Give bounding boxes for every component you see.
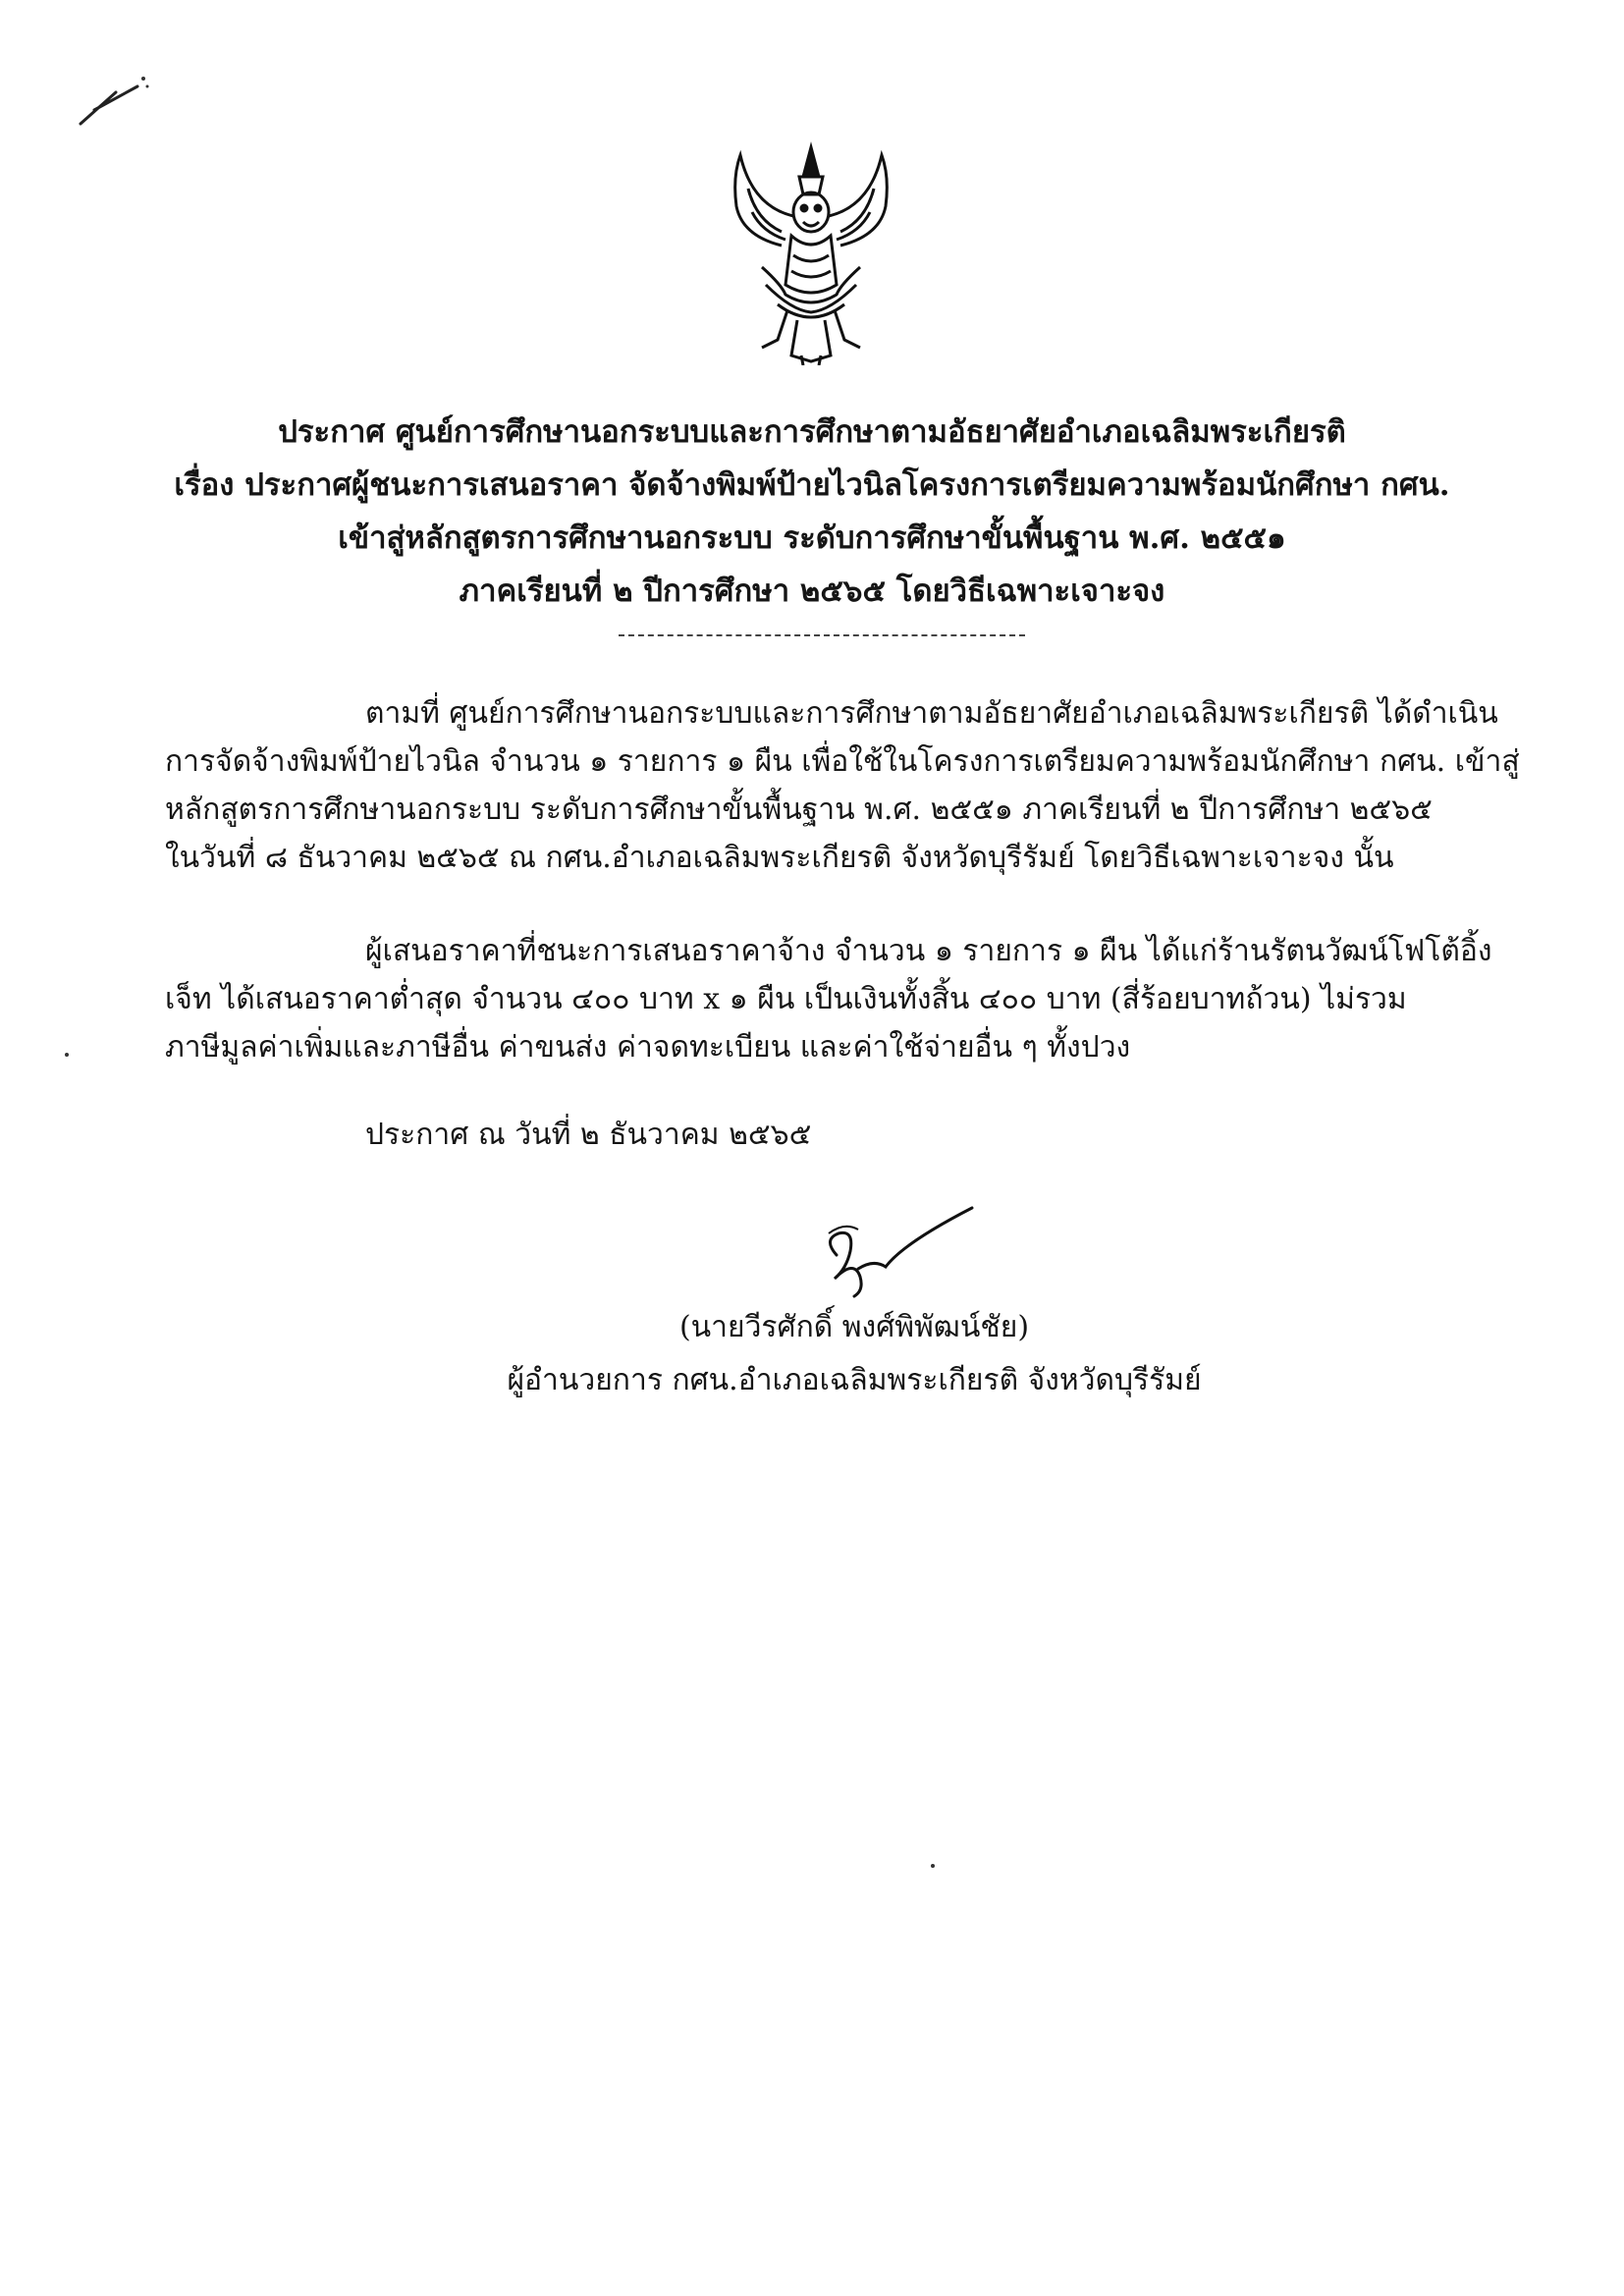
paragraph-1	[165, 689, 1520, 882]
title-line-1: ประกาศ ศูนย์การศึกษานอกระบบและการศึกษาตามอัธยาศัยอำเภอเฉลิมพระเกียรติ	[278, 414, 1346, 450]
pen-mark	[77, 69, 155, 137]
paragraph-1-line: ตามที่ ศูนย์การศึกษานอกระบบและการศึกษาตามอัธยาศัยอำเภอเฉลิมพระเกียรติ ได้ดำเนิน	[365, 696, 1498, 731]
announcement-date: ประกาศ ณ วันที่ ๒ ธันวาคม ๒๕๖๕	[365, 1118, 812, 1152]
paragraph-1-line: การจัดจ้างพิมพ์ป้ายไวนิล จำนวน ๑ รายการ ๑ ผืน เพื่อใช้ในโครงการเตรียมความพร้อมนักศึกษา กศน. เข้าสู่	[165, 744, 1520, 779]
title-line-3: เข้าสู่หลักสูตรการศึกษานอกระบบ ระดับการศึกษาขั้นพื้นฐาน พ.ศ. ๒๕๕๑	[338, 520, 1286, 556]
title-line-4: ภาคเรียนที่ ๒ ปีการศึกษา ๒๕๖๕ โดยวิธีเฉพาะเจาะจง	[459, 574, 1165, 609]
signer-name: (นายวีรศักดิ์ พงศ์พิพัฒน์ชัย)	[678, 1310, 1030, 1344]
garuda-emblem-icon	[723, 137, 899, 365]
title-line-2: เรื่อง ประกาศผู้ชนะการเสนอราคา จัดจ้างพิมพ์ป้ายไวนิลโครงการเตรียมความพร้อมนักศึกษา กศน.	[174, 467, 1450, 503]
paragraph-2-line: เจ็ท ได้เสนอราคาต่ำสุด จำนวน ๔๐๐ บาท x ๑ ผืน เป็นเงินทั้งสิ้น ๔๐๐ บาท (สี่ร้อยบาทถ้วน) ไม่รวม	[165, 982, 1407, 1016]
paragraph-2-line: ผู้เสนอราคาที่ชนะการเสนอราคาจ้าง จำนวน ๑ รายการ ๑ ผืน ได้แก่ร้านรัตนวัฒน์โฟโต้อิ้ง	[365, 934, 1492, 968]
title-divider	[619, 634, 1025, 636]
scan-speck	[65, 1053, 69, 1057]
handwritten-signature-icon	[815, 1200, 982, 1308]
paragraph-2	[165, 927, 1492, 1071]
paragraph-2-line: ภาษีมูลค่าเพิ่มและภาษีอื่น ค่าขนส่ง ค่าจดทะเบียน และค่าใช้จ่ายอื่น ๆ ทั้งปวง	[165, 1030, 1131, 1065]
scan-speck	[931, 1864, 935, 1868]
paragraph-1-line: หลักสูตรการศึกษานอกระบบ ระดับการศึกษาขั้นพื้นฐาน พ.ศ. ๒๕๕๑ ภาคเรียนที่ ๒ ปีการศึกษา ๒๕๖๕	[165, 793, 1433, 827]
paragraph-1-line: ในวันที่ ๘ ธันวาคม ๒๕๖๕ ณ กศน.อำเภอเฉลิมพระเกียรติ จังหวัดบุรีรัมย์ โดยวิธีเฉพาะเจาะจง นั้น	[165, 841, 1394, 875]
signer-position: ผู้อำนวยการ กศน.อำเภอเฉลิมพระเกียรติ จังหวัดบุรีรัมย์	[507, 1363, 1202, 1397]
